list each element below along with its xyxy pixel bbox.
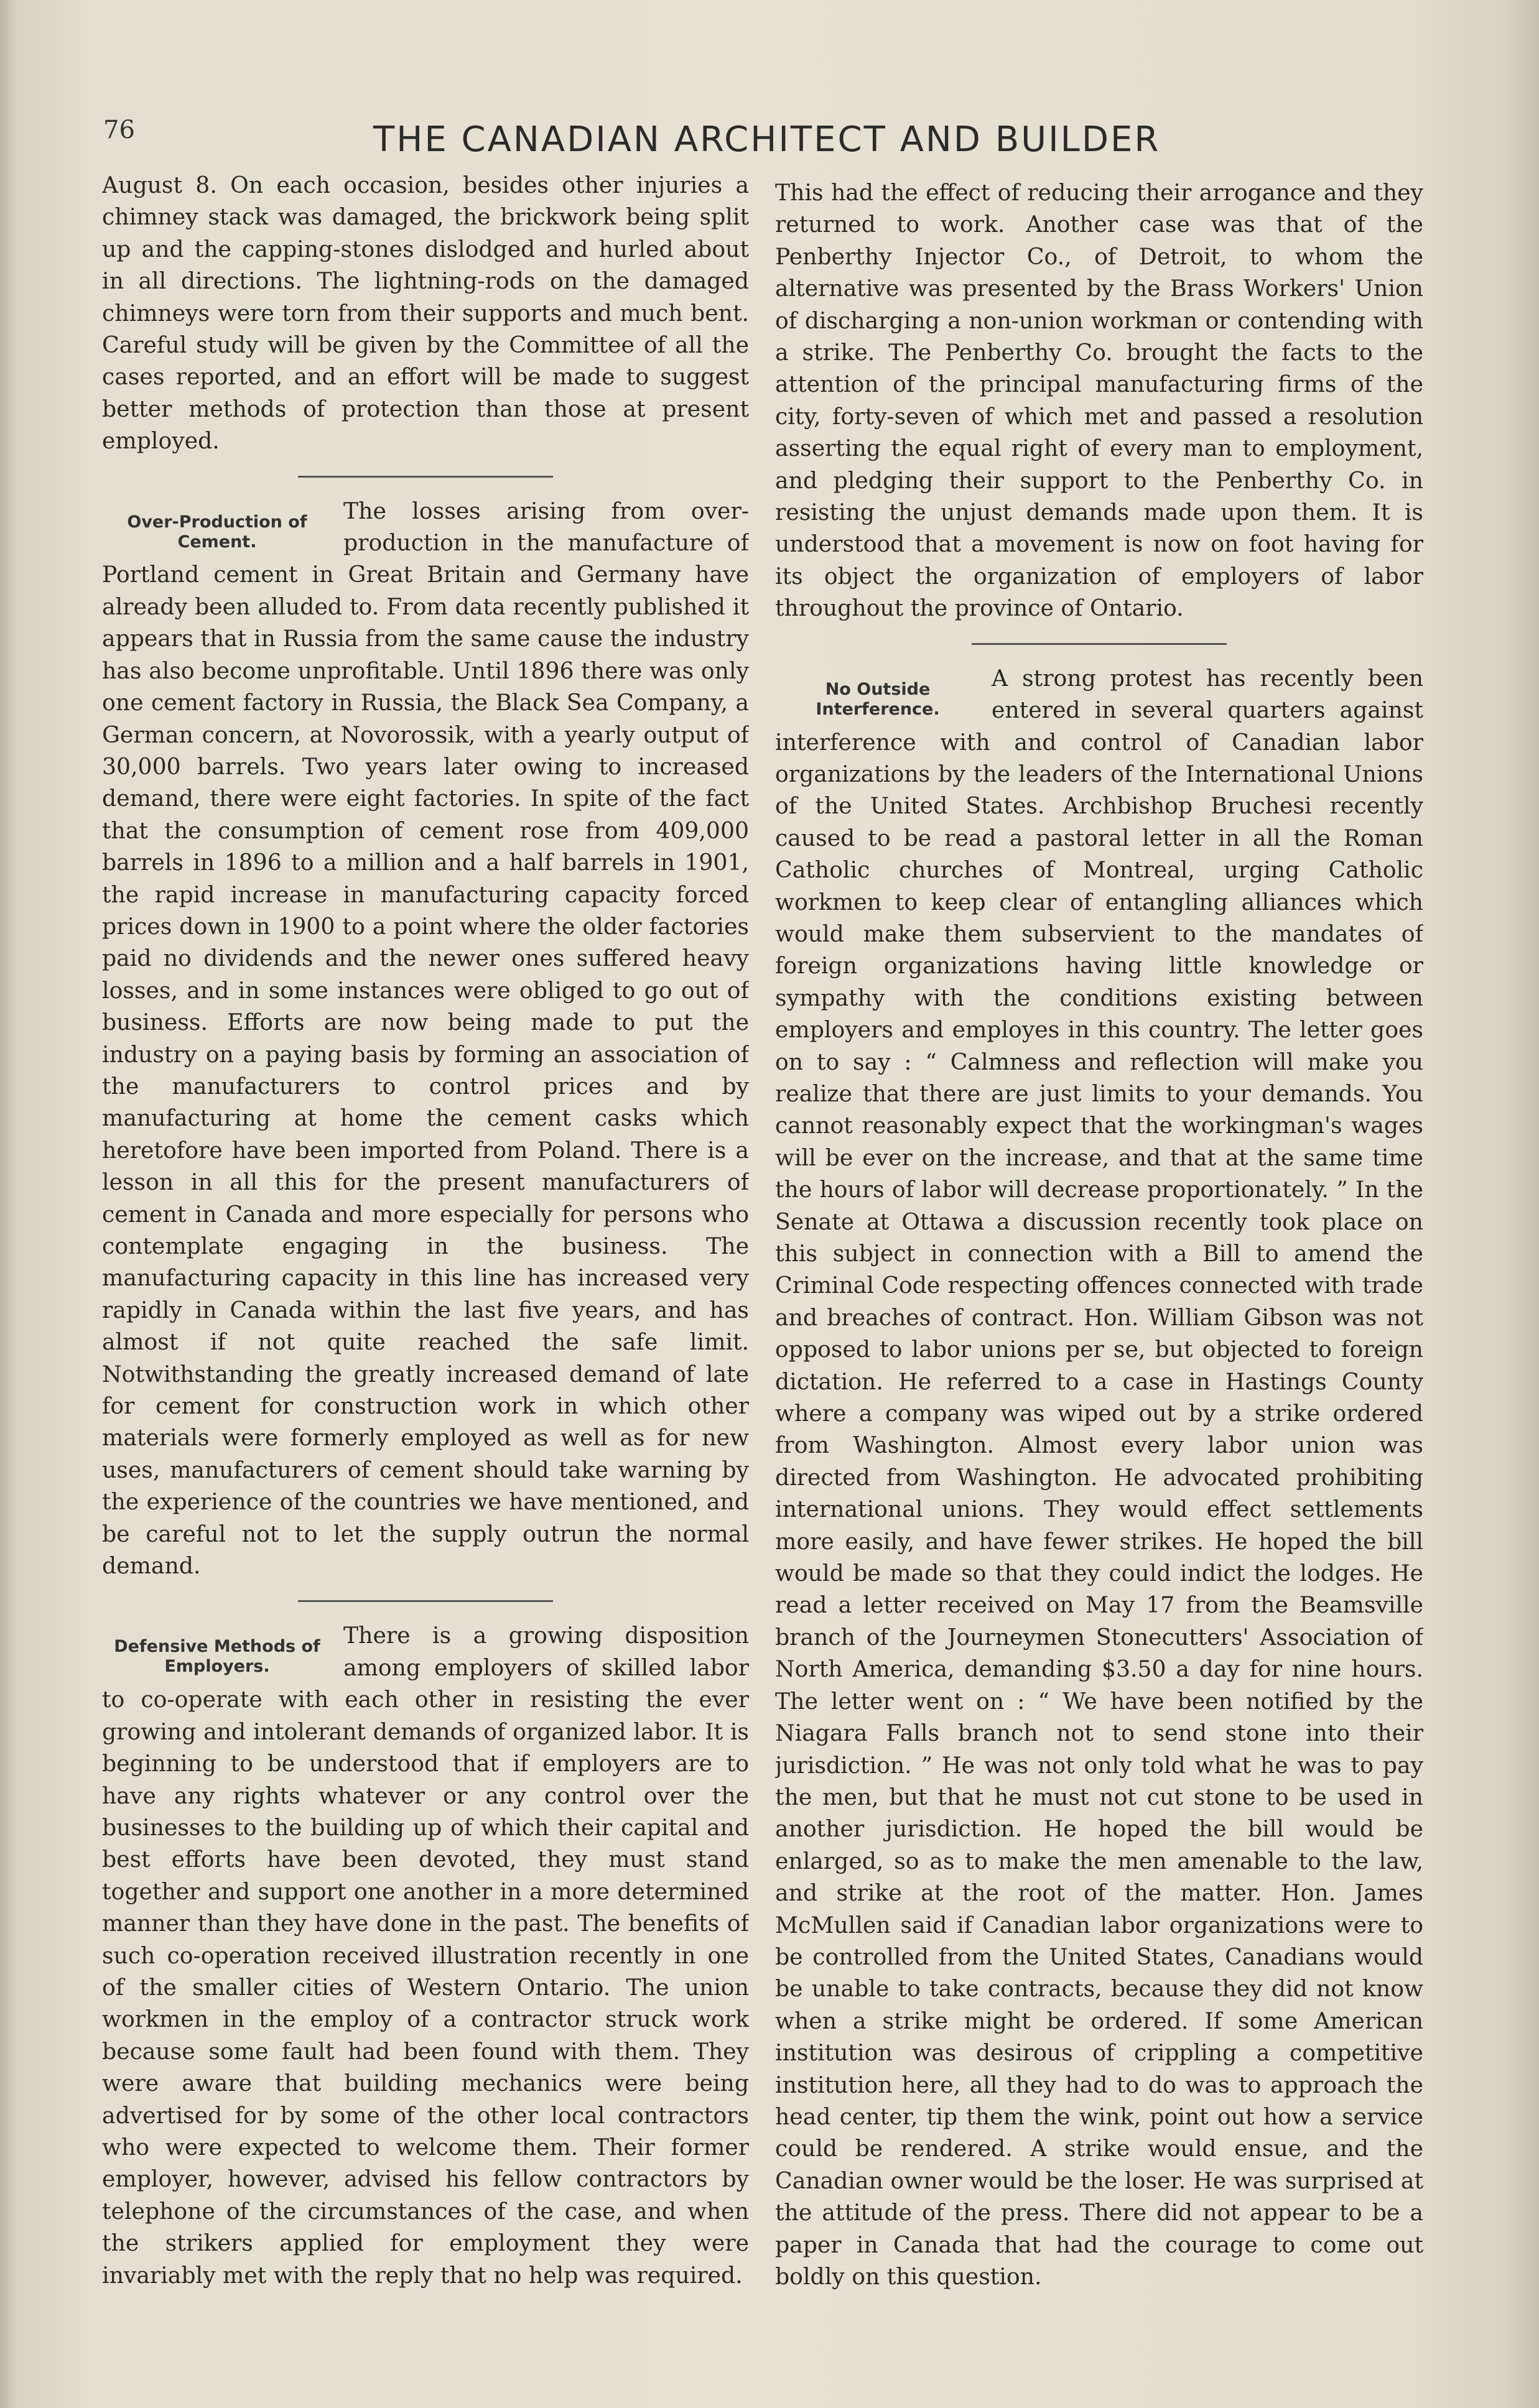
- page-left-edge-shadow: [0, 0, 16, 2408]
- section-heading-line: Employers.: [164, 1657, 270, 1677]
- left-column: [102, 169, 749, 2333]
- section-divider: [298, 1600, 553, 1602]
- journal-title: THE CANADIAN ARCHITECT AND BUILDER: [373, 119, 1161, 160]
- section-heading-line: No Outside: [825, 679, 931, 699]
- section-heading-line: Interference.: [816, 699, 940, 719]
- page-right-edge-shadow: [1508, 0, 1539, 2408]
- section-heading-defensive-methods: [102, 1637, 332, 1677]
- section-text-no-outside-interference: A strong protest has recently been entered in several quarters against interference with and control of Canadian labor organizations by the leaders of the International Unions of the United States. Archbishop Bruchesi recently caused to be read a pastoral letter in all the Roman Catholic churches of Montreal, urging Catholic workmen to keep clear of entangling alliances which would make them subservient to the mandates of foreign organizations having little knowledge or sympathy with the conditions existing between employers and employes in this country. The letter goes on to say : “ Calmness and reflection will make you realize that there are just limits to your demands. You cannot reasonably expect that the workingman's wages will be ever on the increase, and that at the same time the hours of labor will decrease proportionately. ” In the Senate at Ottawa a discussion recently took place on this subject in connection with a Bill to amend the Criminal Code respecting offences connected with trade and breaches of contract. Hon. William Gibson was not opposed to labor unions per se, but objected to foreign dictation. He referred to a case in Hastings County where a company was wiped out by a strike ordered from Washington. Almost every labor union was directed from Washington. He advocated prohibiting international unions. They would effect settlements more easily, and have fewer strikes. He hoped the bill would be made so that they could indict the lodges. He read a letter received on May 17 from the Beamsville branch of the Journeymen Stonecutters' Association of North America, demanding $3.50 a day for nine hours. The letter went on : “ We have been notified by the Niagara Falls branch not to send stone into their jurisdiction. ” He was not only told what he was to pay the men, but that he must not cut stone to be used in another jurisdiction. He hoped the bill would be enlarged, so as to make the men amenable to the law, and strike at the root of the matter. Hon. James McMullen said if Canadian labor organizations were to be controlled from the United States, Canadians would be unable to take contracts, because they did not know when a strike might be ordered. If some American institution was desirous of crippling a competitive institution here, all they had to do was to approach the head center, tip them the wink, point out how a service could be rendered. A strike would ensue, and the Canadian owner would be the loser. He was surprised at the attitude of the press. There did not appear to be a paper in Canada that had the courage to come out boldly on this question.: [775, 664, 1423, 2290]
- section-divider: [298, 476, 553, 478]
- section-text-cement: The losses arising from over-production in the manufacture of Portland cement in Great Britain and Germany have already been alluded to. From data recently published it appears that in Russia from the same cause the industry has also become unprofitable. Until 1896 there was only one cement factory in Russia, the Black Sea Company, a German concern, at Novorossik, with a yearly output of 30,000 barrels. Two years later owing to increased demand, there were eight factories. In spite of the fact that the consumption of cement rose from 409,000 barrels in 1896 to a million and a half barrels in 1901, the rapid increase in manufacturing capacity forced prices down in 1900 to a point where the older factories paid no dividends and the newer ones suffered heavy losses, and in some instances were obliged to go out of business. Efforts are now being made to put the industry on a paying basis by forming an association of the manufacturers to control prices and by manufacturing at home the cement casks which heretofore have been imported from Poland. There is a lesson in all this for the present manufacturers of cement in Canada and more especially for persons who contemplate engaging in the business. The manufacturing capacity in this line has increased very rapidly in Canada within the last five years, and has almost if not quite reached the safe limit. Notwithstanding the greatly increased demand of late for cement for construction work in which other materials were formerly employed as well as for new uses, manufacturers of cement should take warning by the experience of the countries we have mentioned, and be careful not to let the supply outrun the normal demand.: [102, 497, 749, 1580]
- section-divider: [972, 643, 1227, 645]
- continuation-paragraph: This had the effect of reducing their arrogance and they returned to work. Another case was that of the Penberthy Injector Co., of Detroit, to whom the alternative was presented by the Brass Workers' Union of discharging a non-union workman or contending with a strike. The Penberthy Co. brought the facts to the attention of the principal manufacturing firms of the city, forty-seven of which met and passed a resolution asserting the equal right of every man to employment, and pledging their support to the Penberthy Co. in resisting the unjust demands made upon them. It is understood that a movement is now on foot having for its object the organization of employers of labor throughout the province of Ontario.: [775, 179, 1423, 622]
- section-heading-cement: [102, 512, 332, 552]
- section-heading-line: Cement.: [177, 532, 257, 552]
- section-heading-line: Over-Production of: [127, 512, 307, 532]
- right-column: [775, 177, 1423, 2341]
- section-heading-no-outside-interference: [775, 680, 980, 720]
- intro-paragraph: August 8. On each occasion, besides other injuries a chimney stack was damaged, the brickwork being split up and the capping-stones dislodged and hurled about in all directions. The lightning-rods on the damaged chimneys were torn from their supports and much bent. Careful study will be given by the Committee of all the cases reported, and an effort will be made to suggest better methods of protection than those at present employed.: [102, 172, 749, 455]
- page-number: 76: [103, 116, 135, 144]
- section-text-defensive-methods: There is a growing disposition among employers of skilled labor to co-operate with each other in resisting the ever growing and intolerant demands of organized labor. It is beginning to be understood that if employers are to have any rights whatever or any control over the businesses to the building up of which their capital and best efforts have been devoted, they must stand together and support one another in a more determined manner than they have done in the past. The benefits of such co-operation received illustration recently in one of the smaller cities of Western Ontario. The union workmen in the employ of a contractor struck work because some fault had been found with them. They were aware that building mechanics were being advertised for by some of the other local contractors who were expected to welcome them. Their former employer, however, advised his fellow contractors by telephone of the circumstances of the case, and when the strikers applied for employment they were invariably met with the reply that no help was required.: [102, 1622, 749, 2289]
- section-heading-line: Defensive Methods of: [114, 1637, 320, 1657]
